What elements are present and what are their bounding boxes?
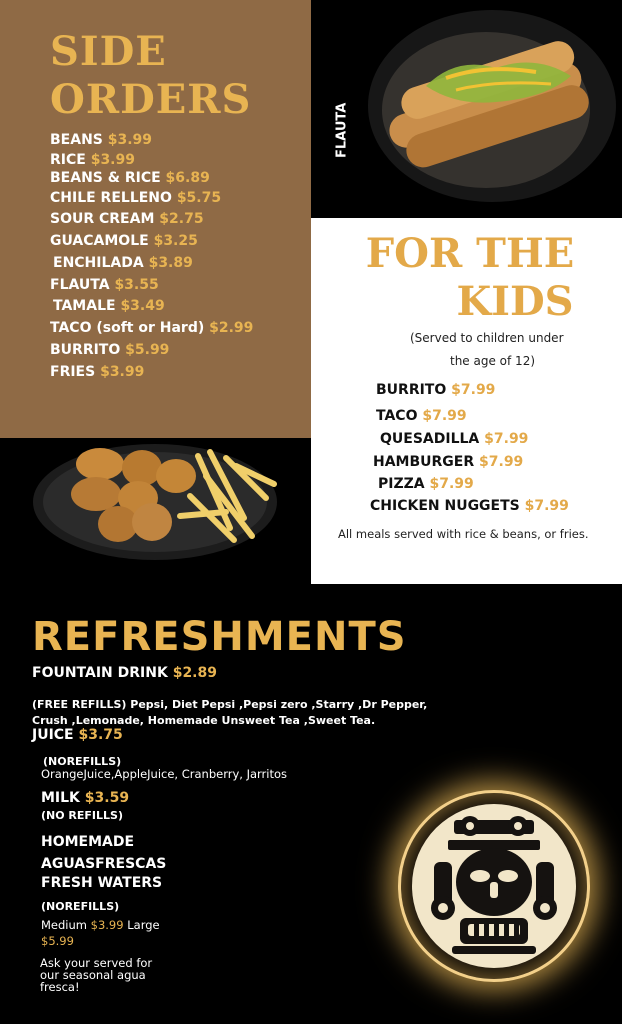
kids-item: QUESADILLA $7.99 xyxy=(380,431,529,447)
side-item: GUACAMOLE $3.25 xyxy=(50,233,198,249)
kids-item: BURRITO $7.99 xyxy=(376,382,496,398)
aguas-frescas-heading: HOMEMADE xyxy=(41,834,135,850)
juice-item: JUICE $3.75 xyxy=(32,727,123,743)
kids-item: PIZZA $7.99 xyxy=(378,476,474,492)
kids-title-line1: FOR THE xyxy=(365,230,575,277)
milk-refill-note: (NO REFILLS) xyxy=(41,809,123,822)
kids-footer-note: All meals served with rice & beans, or fries. xyxy=(338,527,589,541)
side-item: FRIES $3.99 xyxy=(50,364,145,380)
free-refills-list: Crush ,Lemonade, Homemade Unsweet Tea ,Sweet Tea. xyxy=(32,714,376,727)
side-item: TAMALE $3.49 xyxy=(53,298,165,314)
kids-title xyxy=(330,230,610,326)
side-item: BEANS $3.99 xyxy=(50,132,153,148)
side-item: BEANS & RICE $6.89 xyxy=(50,170,210,186)
juice-refill-note: (NOREFILLS) xyxy=(43,755,122,768)
flauta-label: FLAUTA xyxy=(334,102,350,158)
kids-item: HAMBURGER $7.99 xyxy=(373,454,524,470)
side-item: FLAUTA $3.55 xyxy=(50,277,159,293)
side-item: TACO (soft or Hard) $2.99 xyxy=(50,320,254,336)
kids-title-line2: KIDS xyxy=(456,278,574,325)
kids-item: TACO $7.99 xyxy=(376,408,467,424)
fountain-drink-item: FOUNTAIN DRINK $2.89 xyxy=(32,665,217,681)
free-refills-list: (FREE REFILLS) Pepsi, Diet Pepsi ,Pepsi zero ,Starry ,Dr Pepper, xyxy=(32,698,428,711)
aguas-frescas-heading: AGUASFRESCAS xyxy=(41,856,167,872)
side-item: RICE $3.99 xyxy=(50,152,135,168)
nuggets-fries-photo xyxy=(30,436,280,564)
aguas-frescas-heading: FRESH WATERS xyxy=(41,875,163,891)
aguas-price-line: Medium $3.99 Large xyxy=(41,918,160,932)
refreshments-title: REFRESHMENTS xyxy=(32,614,407,660)
side-item: ENCHILADA $3.89 xyxy=(53,255,193,271)
side-item: BURRITO $5.99 xyxy=(50,342,170,358)
side-item: CHILE RELLENO $5.75 xyxy=(50,190,222,206)
kids-age-note: the age of 12) xyxy=(450,354,536,368)
juice-options: OrangeJuice,AppleJuice, Cranberry, Jarritos xyxy=(41,767,288,781)
aguas-refill-note: (NOREFILLS) xyxy=(41,900,120,913)
aztec-face-icon xyxy=(412,804,576,968)
flauta-photo xyxy=(366,6,618,206)
side-orders-title: SIDE ORDERS xyxy=(50,28,252,123)
milk-item: MILK $3.59 xyxy=(41,790,130,806)
seasonal-agua-note: Ask your served for our seasonal agua fresca! xyxy=(40,956,153,994)
aguas-large-price: $5.99 xyxy=(41,934,74,948)
side-item: SOUR CREAM $2.75 xyxy=(50,211,204,227)
kids-age-note: (Served to children under xyxy=(410,331,564,345)
kids-item: CHICKEN NUGGETS $7.99 xyxy=(370,498,569,514)
